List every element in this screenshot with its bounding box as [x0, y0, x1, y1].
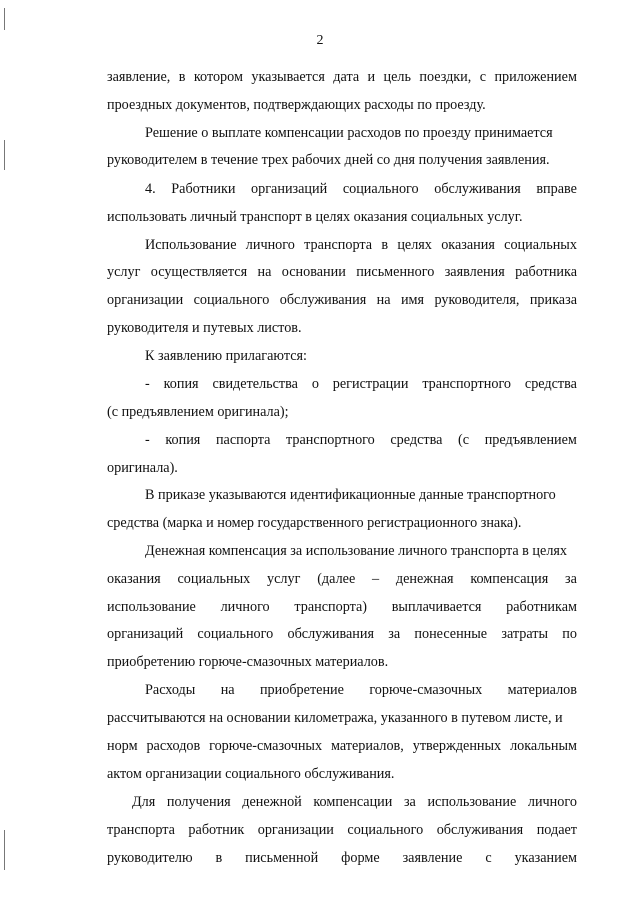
word: письменного	[356, 264, 435, 280]
word: в	[178, 69, 186, 85]
word: организаций	[107, 626, 184, 642]
word: подает	[536, 822, 577, 838]
word: личного	[245, 237, 295, 253]
word: осуществляется	[150, 264, 248, 280]
word: услуг	[267, 571, 301, 587]
word: услуг	[107, 264, 141, 280]
margin-mark	[4, 140, 5, 170]
text-line: проездных документов, подтверждающих расходы по проезду.	[107, 97, 486, 113]
word: паспорта	[215, 432, 271, 448]
word: компенсация	[470, 571, 549, 587]
word: письменной	[245, 850, 319, 866]
word: работник	[188, 822, 245, 838]
text-line	[107, 822, 577, 838]
text-line: руководителем в течение трех рабочих дней со дня получения заявления.	[107, 152, 550, 168]
word: (с	[458, 432, 470, 448]
word: норм	[107, 738, 138, 754]
word: затраты	[501, 626, 549, 642]
word: –	[372, 571, 380, 587]
word: понесенные	[414, 626, 488, 642]
word: на	[376, 292, 391, 308]
word: в	[215, 850, 223, 866]
word: приказа	[529, 292, 577, 308]
text-line	[107, 626, 577, 642]
text-line	[145, 376, 577, 392]
word: социального	[342, 181, 419, 197]
margin-mark	[4, 830, 5, 870]
text-line	[145, 237, 577, 253]
word: вправе	[536, 181, 577, 197]
word: указывается	[251, 69, 325, 85]
word: работникам	[506, 599, 577, 615]
word: приобретение	[259, 682, 344, 698]
text-line: актом организации социального обслуживания.	[107, 766, 395, 782]
text-line: приобретению горюче-смазочных материалов.	[107, 654, 389, 670]
word: материалов	[507, 682, 577, 698]
word: котором	[193, 69, 243, 85]
word: компенсации	[313, 794, 393, 810]
word: социального	[197, 626, 274, 642]
text-line: использовать личный транспорт в целях оказания социальных услуг.	[107, 209, 523, 225]
text-line: рассчитываются на основании километража, указанного в путевом листе, и	[107, 710, 563, 726]
word: дата	[333, 69, 360, 85]
word: свидетельства	[212, 376, 298, 392]
word: транспорта	[304, 237, 373, 253]
text-line	[145, 682, 577, 698]
word: личного	[220, 599, 270, 615]
word: использование	[107, 599, 196, 615]
word: горюче-смазочных	[369, 682, 483, 698]
word: социального	[193, 292, 270, 308]
text-line: Решение о выплате компенсации расходов по проезду принимается	[145, 125, 553, 141]
word: основании	[281, 264, 346, 280]
word: работника	[515, 264, 577, 280]
text-line: Денежная компенсация за использование личного транспорта в целях	[145, 543, 568, 559]
word: в	[381, 237, 389, 253]
word: за	[565, 571, 577, 587]
word: (далее	[317, 571, 356, 587]
word: руководителю	[107, 850, 193, 866]
word: на	[220, 682, 235, 698]
word: выплачивается	[391, 599, 482, 615]
margin-mark	[4, 8, 5, 30]
word: горюче-смазочных	[209, 738, 323, 754]
word: о	[311, 376, 319, 392]
word: регистрации	[332, 376, 409, 392]
word: по	[562, 626, 577, 642]
word: и	[367, 69, 376, 85]
word: цель	[383, 69, 411, 85]
word: транспортного	[286, 432, 375, 448]
word: денежной	[242, 794, 302, 810]
word: организации	[257, 822, 334, 838]
word: средства	[524, 376, 577, 392]
text-line	[107, 264, 577, 280]
word: денежная	[395, 571, 454, 587]
text-line	[107, 850, 577, 866]
word: -	[145, 432, 150, 448]
word: оказания	[107, 571, 161, 587]
word: приложением	[494, 69, 577, 85]
word: заявления	[444, 264, 505, 280]
text-line: оригинала).	[107, 460, 178, 476]
word: 4.	[145, 181, 156, 197]
word: социальных	[504, 237, 577, 253]
word: Для	[132, 794, 156, 810]
word: утвержденных	[412, 738, 502, 754]
word: заявление,	[107, 69, 171, 85]
word: -	[145, 376, 150, 392]
text-line	[107, 738, 577, 754]
word: личного	[527, 794, 577, 810]
word: форме	[341, 850, 380, 866]
word: на	[257, 264, 272, 280]
word: использование	[427, 794, 517, 810]
word: с	[485, 850, 492, 866]
text-line: средства (марка и номер государственного регистрационного знака).	[107, 515, 522, 531]
word: за	[388, 626, 401, 642]
word: Расходы	[145, 682, 196, 698]
text-line	[145, 432, 577, 448]
word: транспорта)	[294, 599, 368, 615]
word: обслуживания	[279, 292, 367, 308]
word: копия	[163, 376, 199, 392]
word: социальных	[177, 571, 251, 587]
word: целях	[397, 237, 432, 253]
word: копия	[165, 432, 201, 448]
text-line	[145, 181, 577, 197]
text-line	[107, 69, 577, 85]
text-line	[107, 599, 577, 615]
word: обслуживания	[436, 822, 524, 838]
word: транспортного	[422, 376, 512, 392]
word: имя	[400, 292, 425, 308]
word: обслуживания	[287, 626, 374, 642]
text-line: В приказе указываются идентификационные данные транспортного	[145, 487, 556, 503]
word: обслуживания	[434, 181, 521, 197]
word: предъявлением	[484, 432, 577, 448]
text-line: К заявлению прилагаются:	[145, 348, 307, 364]
word: указанием	[514, 850, 577, 866]
text-line: руководителя и путевых листов.	[107, 320, 302, 336]
word: транспорта	[107, 822, 175, 838]
word: оказания	[441, 237, 495, 253]
word: средства	[390, 432, 443, 448]
word: расходов	[146, 738, 201, 754]
word: организаций	[251, 181, 328, 197]
page-number: 2	[316, 33, 324, 48]
word: материалов,	[330, 738, 404, 754]
word: заявление	[402, 850, 463, 866]
word: социального	[347, 822, 424, 838]
text-line	[132, 794, 577, 810]
text-line: (с предъявлением оригинала);	[107, 404, 289, 420]
text-line	[107, 571, 577, 587]
word: Работники	[171, 181, 236, 197]
word: организации	[107, 292, 184, 308]
word: с	[479, 69, 487, 85]
text-line	[107, 292, 577, 308]
word: поездки,	[419, 69, 472, 85]
word: руководителя,	[434, 292, 520, 308]
word: Использование	[145, 237, 237, 253]
word: получения	[166, 794, 231, 810]
word: за	[403, 794, 416, 810]
word: локальным	[510, 738, 577, 754]
